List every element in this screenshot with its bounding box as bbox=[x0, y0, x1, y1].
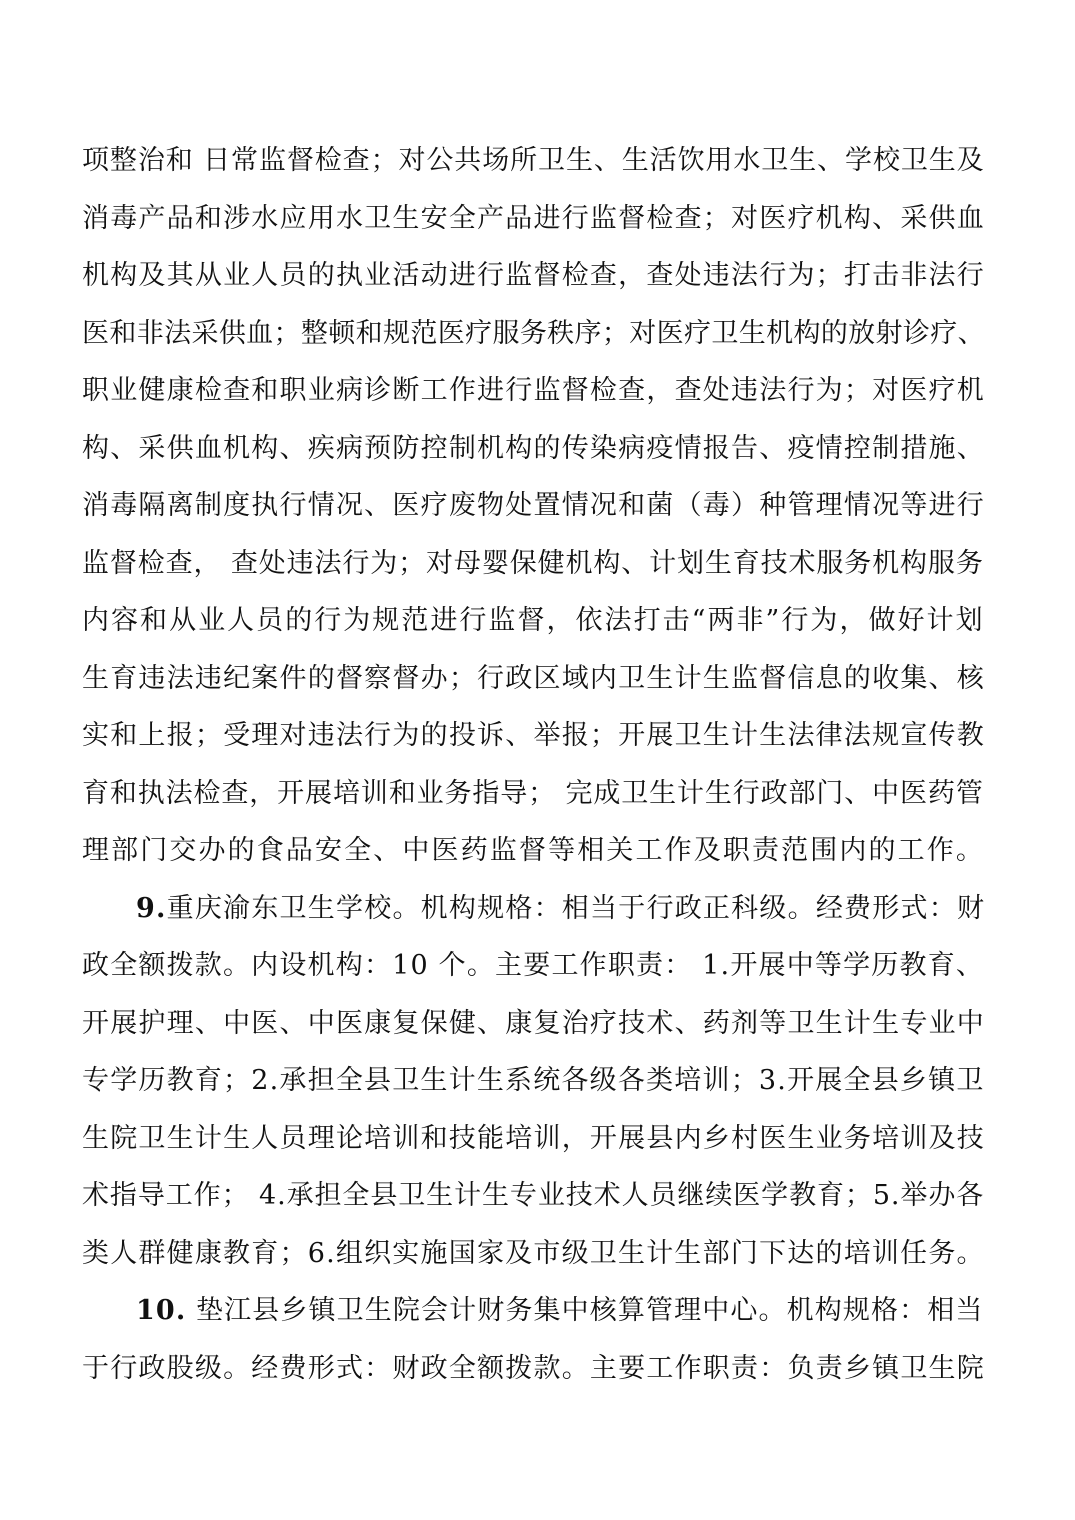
paragraph-line: 消毒隔离制度执行情况、医疗废物处置情况和菌（毒）种管理情况等进行 bbox=[82, 490, 985, 521]
section-10-heading bbox=[136, 1293, 983, 1329]
paragraph-line: 育和执法检查，开展培训和业务指导； 完成卫生计生行政部门、中医药管 bbox=[82, 778, 984, 809]
paragraph-line: 医和非法采供血；整顿和规范医疗服务秩序；对医疗卫生机构的放射诊疗、 bbox=[82, 318, 985, 349]
paragraph-line: 机构及其从业人员的执业活动进行监督检查，查处违法行为；打击非法行 bbox=[82, 260, 985, 291]
paragraph-line: 实和上报；受理对违法行为的投诉、举报；开展卫生计生法律法规宣传教 bbox=[82, 720, 985, 751]
paragraph-line: 生院卫生计生人员理论培训和技能培训，开展县内乡村医生业务培训及技 bbox=[82, 1123, 985, 1154]
paragraph-line: 专学历教育；2.承担全县卫生计生系统各级各类培训；3.开展全县乡镇卫 bbox=[82, 1065, 985, 1096]
section-number: 9. bbox=[136, 893, 167, 924]
paragraph-line: 项整治和 日常监督检查；对公共场所卫生、生活饮用水卫生、学校卫生及 bbox=[82, 145, 985, 176]
section-text: 重庆渝东卫生学校。机构规格：相当于行政正科级。经费形式：财 bbox=[166, 893, 986, 924]
paragraph-line: 政全额拨款。内设机构：10 个。主要工作职责： 1.开展中等学历教育、 bbox=[82, 950, 985, 981]
paragraph-line: 构、采供血机构、疾病预防控制机构的传染病疫情报告、疫情控制措施、 bbox=[82, 433, 985, 464]
paragraph-line: 术指导工作； 4.承担全县卫生计生专业技术人员继续医学教育；5.举办各 bbox=[82, 1180, 985, 1211]
paragraph-line: 监督检查， 查处违法行为；对母婴保健机构、计划生育技术服务机构服务 bbox=[82, 548, 984, 579]
paragraph-line: 生育违法违纪案件的督察督办；行政区域内卫生计生监督信息的收集、核 bbox=[82, 663, 985, 694]
section-9-heading bbox=[136, 891, 985, 927]
paragraph-line: 消毒产品和涉水应用水卫生安全产品进行监督检查；对医疗机构、采供血 bbox=[82, 203, 985, 234]
paragraph-line: 内容和从业人员的行为规范进行监督，依法打击“两非”行为，做好计划 bbox=[82, 605, 985, 636]
section-text: 垫江县乡镇卫生院会计财务集中核算管理中心。机构规格：相当 bbox=[186, 1295, 984, 1326]
section-number: 10. bbox=[136, 1295, 187, 1326]
paragraph-line: 职业健康检查和职业病诊断工作进行监督检查，查处违法行为；对医疗机 bbox=[82, 375, 985, 406]
paragraph-line: 于行政股级。经费形式：财政全额拨款。主要工作职责：负责乡镇卫生院 bbox=[82, 1353, 985, 1384]
paragraph-line: 理部门交办的食品安全、中医药监督等相关工作及职责范围内的工作。 bbox=[82, 835, 985, 866]
paragraph-line: 开展护理、中医、中医康复保健、康复治疗技术、药剂等卫生计生专业中 bbox=[82, 1008, 985, 1039]
paragraph-line: 类人群健康教育；6.组织实施国家及市级卫生计生部门下达的培训任务。 bbox=[82, 1238, 985, 1269]
